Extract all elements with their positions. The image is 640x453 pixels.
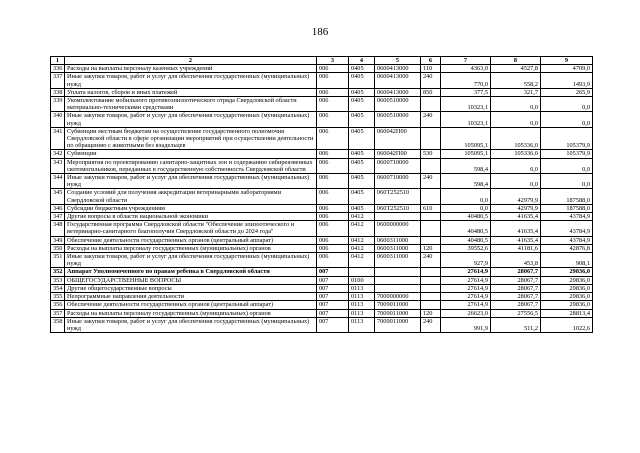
row-number: 352 bbox=[51, 268, 65, 276]
row-number: 348 bbox=[51, 221, 65, 236]
value-year-1: 598,4 bbox=[441, 174, 491, 189]
row-name: Аппарат Уполномоченного по правам ребенка в Свердловской области bbox=[65, 268, 317, 276]
row-name: Государственная программа Свердловской области "Обеспечение эпизоотического и ветеринарно-санитарного благополучия Свердловской области до 2024 года" bbox=[65, 221, 317, 236]
table-row bbox=[51, 317, 593, 332]
expense-type-code bbox=[421, 97, 441, 112]
row-name: Укомплектование мобильного противоэпизоотического отряда Свердловской области материально-техническими средствами bbox=[65, 97, 317, 112]
ministry-code: 006 bbox=[317, 204, 349, 212]
target-code: 060Т252510 bbox=[375, 204, 421, 212]
value-year-1: 4363,0 bbox=[441, 65, 491, 73]
value-year-1: 105095,1 bbox=[441, 150, 491, 158]
row-name: Субвенции местным бюджетам на осуществление государственного полномочия Свердловской области в сфере организации мероприятий при осуществлении деятельности по обращению с животными без владельцев bbox=[65, 127, 317, 150]
expense-type-code bbox=[421, 158, 441, 173]
ministry-code: 007 bbox=[317, 317, 349, 332]
row-number: 356 bbox=[51, 301, 65, 309]
target-code: 060Т252510 bbox=[375, 189, 421, 204]
value-year-3: 105379,9 bbox=[541, 150, 593, 158]
table-row bbox=[51, 293, 593, 301]
table-row bbox=[51, 127, 593, 150]
value-year-1: 26623,0 bbox=[441, 309, 491, 317]
value-year-2: 28067,7 bbox=[491, 284, 541, 292]
table-row bbox=[51, 189, 593, 204]
value-year-3: 0,0 bbox=[541, 158, 593, 173]
value-year-1: 40480,5 bbox=[441, 221, 491, 236]
target-code: 7009011000 bbox=[375, 301, 421, 309]
table-row bbox=[51, 309, 593, 317]
value-year-1: 598,4 bbox=[441, 158, 491, 173]
value-year-3: 29836,0 bbox=[541, 301, 593, 309]
row-number: 349 bbox=[51, 236, 65, 244]
value-year-3: 187588,0 bbox=[541, 189, 593, 204]
value-year-3: 0,0 bbox=[541, 174, 593, 189]
ministry-code: 006 bbox=[317, 112, 349, 127]
table-row bbox=[51, 204, 593, 212]
table-row bbox=[51, 253, 593, 268]
target-code: 0600000000 bbox=[375, 221, 421, 236]
header-cell: 8 bbox=[491, 57, 541, 65]
ministry-code: 006 bbox=[317, 88, 349, 96]
expense-type-code: 240 bbox=[421, 112, 441, 127]
expense-type-code bbox=[421, 293, 441, 301]
table-row bbox=[51, 301, 593, 309]
expense-type-code: 240 bbox=[421, 253, 441, 268]
value-year-2: 28067,7 bbox=[491, 276, 541, 284]
value-year-2: 0,0 bbox=[491, 97, 541, 112]
row-number: 339 bbox=[51, 97, 65, 112]
target-code bbox=[375, 213, 421, 221]
value-year-2: 28067,7 bbox=[491, 293, 541, 301]
table-row bbox=[51, 244, 593, 252]
header-cell: 5 bbox=[375, 57, 421, 65]
row-name: Обеспечение деятельности государственных органов (центральный аппарат) bbox=[65, 301, 317, 309]
value-year-3: 908,1 bbox=[541, 253, 593, 268]
ministry-code: 006 bbox=[317, 65, 349, 73]
row-name: Иные закупки товаров, работ и услуг для обеспечения государственных (муниципальных) нужд bbox=[65, 112, 317, 127]
row-name: Иные закупки товаров, работ и услуг для обеспечения государственных (муниципальных) нужд bbox=[65, 73, 317, 88]
row-number: 344 bbox=[51, 174, 65, 189]
row-name: Субсидии бюджетным учреждениям bbox=[65, 204, 317, 212]
target-code: 0600710000 bbox=[375, 158, 421, 173]
target-code: 7000000000 bbox=[375, 293, 421, 301]
row-number: 353 bbox=[51, 276, 65, 284]
value-year-3: 29836,0 bbox=[541, 276, 593, 284]
ministry-code: 006 bbox=[317, 127, 349, 150]
row-number: 336 bbox=[51, 65, 65, 73]
value-year-3: 43784,9 bbox=[541, 213, 593, 221]
section-code: 0405 bbox=[349, 150, 375, 158]
target-code: 060042П00 bbox=[375, 150, 421, 158]
header-row bbox=[51, 57, 593, 65]
expense-type-code: 530 bbox=[421, 150, 441, 158]
value-year-1: 991,9 bbox=[441, 317, 491, 332]
value-year-3: 29836,0 bbox=[541, 284, 593, 292]
target-code bbox=[375, 284, 421, 292]
value-year-1: 0,0 bbox=[441, 189, 491, 204]
row-name: Уплата налогов, сборов и иных платежей bbox=[65, 88, 317, 96]
section-code: 0405 bbox=[349, 127, 375, 150]
section-code: 0405 bbox=[349, 158, 375, 173]
value-year-2: 105336,0 bbox=[491, 150, 541, 158]
expense-type-code: 240 bbox=[421, 73, 441, 88]
value-year-3: 43784,9 bbox=[541, 236, 593, 244]
row-name: Другие общегосударственные вопросы bbox=[65, 284, 317, 292]
row-name: Иные закупки товаров, работ и услуг для обеспечения государственных (муниципальных) нужд bbox=[65, 253, 317, 268]
value-year-3: 43784,9 bbox=[541, 221, 593, 236]
target-code: 7009011000 bbox=[375, 317, 421, 332]
section-code: 0412 bbox=[349, 253, 375, 268]
row-number: 357 bbox=[51, 309, 65, 317]
value-year-1: 927,9 bbox=[441, 253, 491, 268]
table-row bbox=[51, 65, 593, 73]
value-year-2: 41635,4 bbox=[491, 213, 541, 221]
value-year-3: 105379,9 bbox=[541, 127, 593, 150]
section-code: 0412 bbox=[349, 244, 375, 252]
header-cell: 7 bbox=[441, 57, 491, 65]
table-row bbox=[51, 276, 593, 284]
row-name: Непрограммные направления деятельности bbox=[65, 293, 317, 301]
row-number: 340 bbox=[51, 112, 65, 127]
ministry-code: 006 bbox=[317, 221, 349, 236]
target-code bbox=[375, 268, 421, 276]
expense-type-code: 120 bbox=[421, 309, 441, 317]
section-code: 0405 bbox=[349, 65, 375, 73]
table-row bbox=[51, 150, 593, 158]
header-cell: 4 bbox=[349, 57, 375, 65]
row-number: 347 bbox=[51, 213, 65, 221]
value-year-1: 10323,1 bbox=[441, 112, 491, 127]
value-year-3: 1022,6 bbox=[541, 317, 593, 332]
value-year-2: 511,2 bbox=[491, 317, 541, 332]
value-year-1: 0,0 bbox=[441, 204, 491, 212]
ministry-code: 007 bbox=[317, 268, 349, 276]
value-year-2: 28067,7 bbox=[491, 301, 541, 309]
table-row bbox=[51, 97, 593, 112]
table-row bbox=[51, 213, 593, 221]
value-year-2: 0,0 bbox=[491, 174, 541, 189]
ministry-code: 007 bbox=[317, 301, 349, 309]
value-year-2: 558,2 bbox=[491, 73, 541, 88]
row-number: 345 bbox=[51, 189, 65, 204]
target-code: 0600311000 bbox=[375, 236, 421, 244]
ministry-code: 006 bbox=[317, 73, 349, 88]
expense-type-code: 240 bbox=[421, 317, 441, 332]
section-code: 0113 bbox=[349, 301, 375, 309]
table-row bbox=[51, 174, 593, 189]
table-row bbox=[51, 112, 593, 127]
page-number: 186 bbox=[311, 26, 329, 38]
row-number: 351 bbox=[51, 253, 65, 268]
section-code bbox=[349, 268, 375, 276]
table-row bbox=[51, 268, 593, 276]
row-number: 342 bbox=[51, 150, 65, 158]
header-cell: 3 bbox=[317, 57, 349, 65]
row-number: 350 bbox=[51, 244, 65, 252]
table-row bbox=[51, 236, 593, 244]
table-row bbox=[51, 158, 593, 173]
value-year-2: 321,7 bbox=[491, 88, 541, 96]
value-year-1: 27614,9 bbox=[441, 284, 491, 292]
section-code: 0100 bbox=[349, 276, 375, 284]
target-code: 7009011000 bbox=[375, 309, 421, 317]
expense-type-code: 120 bbox=[421, 244, 441, 252]
expense-type-code bbox=[421, 276, 441, 284]
expense-type-code bbox=[421, 284, 441, 292]
section-code: 0405 bbox=[349, 174, 375, 189]
ministry-code: 006 bbox=[317, 174, 349, 189]
ministry-code: 007 bbox=[317, 284, 349, 292]
section-code: 0412 bbox=[349, 213, 375, 221]
value-year-2: 41181,6 bbox=[491, 244, 541, 252]
value-year-3: 4709,0 bbox=[541, 65, 593, 73]
expense-type-code: 110 bbox=[421, 65, 441, 73]
section-code: 0405 bbox=[349, 112, 375, 127]
target-code: 0600311000 bbox=[375, 253, 421, 268]
value-year-3: 29836,0 bbox=[541, 268, 593, 276]
expense-type-code bbox=[421, 221, 441, 236]
table-row bbox=[51, 221, 593, 236]
table-body bbox=[51, 65, 593, 333]
ministry-code: 006 bbox=[317, 97, 349, 112]
ministry-code: 007 bbox=[317, 276, 349, 284]
value-year-1: 39552,6 bbox=[441, 244, 491, 252]
row-name: Обеспечение деятельности государственных органов (центральный аппарат) bbox=[65, 236, 317, 244]
value-year-1: 40480,5 bbox=[441, 213, 491, 221]
row-name: Расходы на выплаты персоналу государственных (муниципальных) органов bbox=[65, 309, 317, 317]
target-code: 0600510000 bbox=[375, 97, 421, 112]
section-code: 0412 bbox=[349, 236, 375, 244]
section-code: 0405 bbox=[349, 88, 375, 96]
table-row bbox=[51, 284, 593, 292]
value-year-1: 27614,9 bbox=[441, 268, 491, 276]
header-cell: 1 bbox=[51, 57, 65, 65]
header-cell: 6 bbox=[421, 57, 441, 65]
section-code: 0405 bbox=[349, 73, 375, 88]
target-code: 0600413000 bbox=[375, 65, 421, 73]
value-year-1: 27614,9 bbox=[441, 293, 491, 301]
value-year-3: 29836,0 bbox=[541, 293, 593, 301]
expense-type-code: 240 bbox=[421, 174, 441, 189]
value-year-1: 27614,9 bbox=[441, 301, 491, 309]
expense-type-code: 850 bbox=[421, 88, 441, 96]
value-year-3: 42876,8 bbox=[541, 244, 593, 252]
row-number: 343 bbox=[51, 158, 65, 173]
ministry-code: 006 bbox=[317, 236, 349, 244]
target-code: 0600710000 bbox=[375, 174, 421, 189]
ministry-code: 006 bbox=[317, 253, 349, 268]
value-year-3: 1493,9 bbox=[541, 73, 593, 88]
target-code: 0600311000 bbox=[375, 244, 421, 252]
section-code: 0113 bbox=[349, 317, 375, 332]
row-name: Субвенции bbox=[65, 150, 317, 158]
value-year-3: 187588,0 bbox=[541, 204, 593, 212]
row-name: Иные закупки товаров, работ и услуг для обеспечения государственных (муниципальных) нужд bbox=[65, 317, 317, 332]
value-year-1: 10323,1 bbox=[441, 97, 491, 112]
value-year-1: 105095,1 bbox=[441, 127, 491, 150]
ministry-code: 006 bbox=[317, 189, 349, 204]
value-year-2: 4527,8 bbox=[491, 65, 541, 73]
header-cell: 9 bbox=[541, 57, 593, 65]
ministry-code: 006 bbox=[317, 150, 349, 158]
ministry-code: 007 bbox=[317, 309, 349, 317]
table-row bbox=[51, 88, 593, 96]
section-code: 0113 bbox=[349, 309, 375, 317]
section-code: 0405 bbox=[349, 204, 375, 212]
value-year-2: 28067,7 bbox=[491, 268, 541, 276]
row-name: Другие вопросы в области национальной экономики bbox=[65, 213, 317, 221]
value-year-3: 0,0 bbox=[541, 112, 593, 127]
value-year-3: 28813,4 bbox=[541, 309, 593, 317]
expense-type-code bbox=[421, 236, 441, 244]
row-number: 337 bbox=[51, 73, 65, 88]
value-year-3: 265,9 bbox=[541, 88, 593, 96]
row-number: 341 bbox=[51, 127, 65, 150]
target-code bbox=[375, 276, 421, 284]
row-name: Расходы на выплаты персоналу казенных учреждений bbox=[65, 65, 317, 73]
expense-type-code bbox=[421, 189, 441, 204]
section-code: 0405 bbox=[349, 97, 375, 112]
row-number: 354 bbox=[51, 284, 65, 292]
section-code: 0412 bbox=[349, 221, 375, 236]
value-year-2: 0,0 bbox=[491, 112, 541, 127]
target-code: 060042П00 bbox=[375, 127, 421, 150]
ministry-code: 006 bbox=[317, 244, 349, 252]
target-code: 0600413000 bbox=[375, 73, 421, 88]
row-number: 338 bbox=[51, 88, 65, 96]
row-number: 346 bbox=[51, 204, 65, 212]
budget-table bbox=[50, 56, 593, 333]
section-code: 0405 bbox=[349, 189, 375, 204]
ministry-code: 006 bbox=[317, 213, 349, 221]
value-year-1: 40480,5 bbox=[441, 236, 491, 244]
value-year-2: 0,0 bbox=[491, 158, 541, 173]
row-number: 355 bbox=[51, 293, 65, 301]
ministry-code: 006 bbox=[317, 158, 349, 173]
value-year-3: 0,0 bbox=[541, 97, 593, 112]
value-year-2: 41635,4 bbox=[491, 236, 541, 244]
row-name: Мероприятия по проектированию санитарно-защитных зон и содержанию сибиреязвенных скотомогильников, переданных в государственную собственность Свердловской области bbox=[65, 158, 317, 173]
value-year-1: 27614,9 bbox=[441, 276, 491, 284]
row-name: Расходы на выплаты персоналу государственных (муниципальных) органов bbox=[65, 244, 317, 252]
ministry-code: 007 bbox=[317, 293, 349, 301]
expense-type-code bbox=[421, 301, 441, 309]
table-header bbox=[51, 57, 593, 65]
value-year-1: 770,0 bbox=[441, 73, 491, 88]
value-year-2: 105336,0 bbox=[491, 127, 541, 150]
header-cell: 2 bbox=[65, 57, 317, 65]
expense-type-code bbox=[421, 213, 441, 221]
expense-type-code bbox=[421, 268, 441, 276]
expense-type-code bbox=[421, 127, 441, 150]
value-year-2: 41635,4 bbox=[491, 221, 541, 236]
target-code: 0600510000 bbox=[375, 112, 421, 127]
row-name: Иные закупки товаров, работ и услуг для обеспечения государственных (муниципальных) нужд bbox=[65, 174, 317, 189]
value-year-2: 42979,9 bbox=[491, 189, 541, 204]
row-name: Создание условий для получения аккредитации ветеринарными лабораториями Свердловской области bbox=[65, 189, 317, 204]
section-code: 0113 bbox=[349, 293, 375, 301]
row-number: 358 bbox=[51, 317, 65, 332]
row-name: ОБЩЕГОСУДАРСТВЕННЫЕ ВОПРОСЫ bbox=[65, 276, 317, 284]
value-year-2: 27556,5 bbox=[491, 309, 541, 317]
target-code: 0600413000 bbox=[375, 88, 421, 96]
value-year-2: 453,8 bbox=[491, 253, 541, 268]
value-year-1: 377,5 bbox=[441, 88, 491, 96]
table-row bbox=[51, 73, 593, 88]
value-year-2: 42979,9 bbox=[491, 204, 541, 212]
section-code: 0113 bbox=[349, 284, 375, 292]
expense-type-code: 610 bbox=[421, 204, 441, 212]
